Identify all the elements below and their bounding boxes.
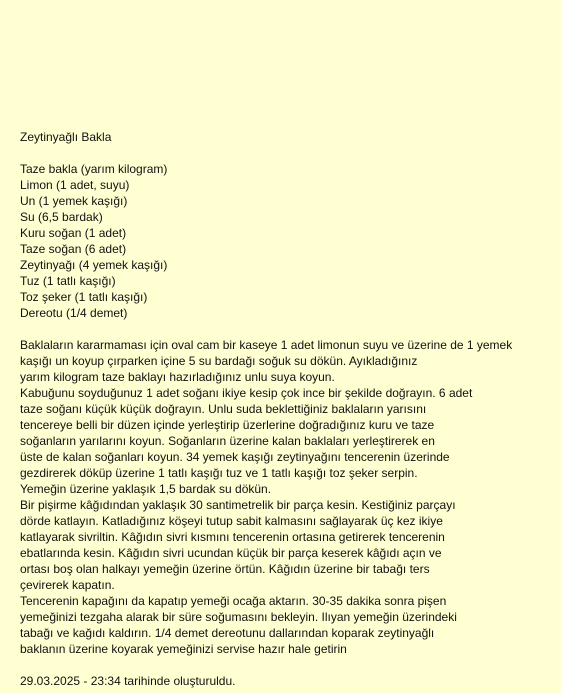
instruction-line: taze soğanı küçük küçük doğrayın. Unlu suda beklettiğiniz baklaların yarısını	[20, 402, 427, 416]
ingredient-item: Taze bakla (yarım kilogram)	[20, 162, 168, 176]
created-timestamp: 29.03.2025 - 23:34 tarihinde oluşturuldu.	[20, 674, 236, 688]
recipe-title: Zeytinyağlı Bakla	[20, 130, 112, 144]
instruction-line: yemeğinizi tezgaha alarak bir süre soğumasını bekleyin. Ilıyan yemeğin üzerindeki	[20, 610, 457, 624]
instruction-line: Bir pişirme kâğıdından yaklaşık 30 santimetrelik bir parça kesin. Kestiğiniz parçayı	[20, 498, 456, 512]
ingredient-list	[20, 161, 167, 321]
instruction-line: baklanın üzerine koyarak yemeğinizi servise hazır hale getirin	[20, 642, 347, 656]
ingredient-item: Toz şeker (1 tatlı kaşığı)	[20, 290, 148, 304]
ingredient-item: Un (1 yemek kaşığı)	[20, 194, 128, 208]
instruction-line: Yemeğin üzerine yaklaşık 1,5 bardak su dökün.	[20, 482, 272, 496]
instruction-line: dörde katlayın. Katladığınız köşeyi tutup sabit kalmasını sağlayarak üç kez ikiye	[20, 514, 443, 528]
ingredient-item: Limon (1 adet, suyu)	[20, 178, 130, 192]
instruction-line: Kabuğunu soyduğunuz 1 adet soğanı ikiye kesip çok ince bir şekilde doğrayın. 6 adet	[20, 386, 473, 400]
instruction-line: Baklaların kararmaması için oval cam bir kaseye 1 adet limonun suyu ve üzerine de 1 yemek	[20, 338, 513, 352]
ingredient-item: Taze soğan (6 adet)	[20, 242, 127, 256]
instruction-line: soğanların yarılarını koyun. Soğanların üzerine kalan baklaları yerleştirerek en	[20, 434, 435, 448]
ingredient-item: Tuz (1 tatlı kaşığı)	[20, 274, 116, 288]
ingredient-item: Zeytinyağı (4 yemek kaşığı)	[20, 258, 168, 272]
instruction-line: tabağı ve kağıdı kaldırın. 1/4 demet dereotunu dallarından koparak zeytinyağlı	[20, 626, 435, 640]
instruction-line: üste de kalan soğanları koyun. 34 yemek kaşığı zeytinyağını tencerenin üzerinde	[20, 450, 450, 464]
instruction-line: tencereye belli bir düzen içinde yerleştirip üzerlerine doğradığınız kuru ve taze	[20, 418, 435, 432]
instruction-line: yarım kilogram taze baklayı hazırladığınız unlu suya koyun.	[20, 370, 335, 384]
instruction-line: ebatlarında kesin. Kâğıdın sivri ucundan küçük bir parça keserek kâğıdı açın ve	[20, 546, 442, 560]
instruction-line: Tencerenin kapağını da kapatıp yemeği ocağa aktarın. 30-35 dakika sonra pişen	[20, 594, 447, 608]
instruction-line: katlayarak sivriltin. Kâğıdın sivri kısmını tencerenin ortasına getirerek tencerenin	[20, 530, 445, 544]
ingredient-item: Kuru soğan (1 adet)	[20, 226, 127, 240]
instruction-line: ortası boş olan halkayı yemeğin üzerine örtün. Kâğıdın üzerine bir tabağı ters	[20, 562, 430, 576]
ingredient-item: Su (6,5 bardak)	[20, 210, 103, 224]
instruction-line: kaşığı un koyup çırparken içine 5 su bardağı soğuk su dökün. Ayıkladığınız	[20, 354, 418, 368]
instruction-line: çevirerek kapatın.	[20, 578, 115, 592]
instructions-text	[20, 337, 550, 657]
instruction-line: gezdirerek döküp üzerine 1 tatlı kaşığı tuz ve 1 tatlı kaşığı toz şeker serpin.	[20, 466, 418, 480]
ingredient-item: Dereotu (1/4 demet)	[20, 306, 128, 320]
